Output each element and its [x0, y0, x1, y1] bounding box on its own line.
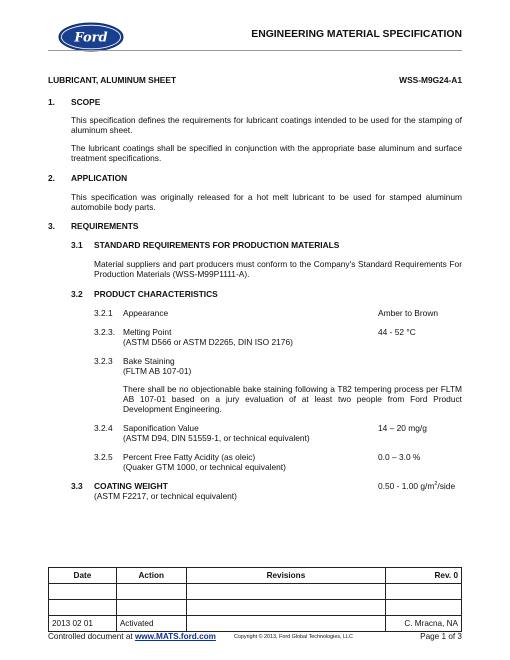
revisions-cell	[186, 600, 385, 616]
property-value: 44 - 52 °C	[378, 327, 416, 337]
mats-link[interactable]: www.MATS.ford.com	[134, 632, 216, 641]
property-name: Saponification Value	[123, 423, 199, 433]
test-method: (ASTM F2217, or technical equivalent)	[94, 491, 237, 501]
header-divider	[48, 50, 462, 51]
controlled-document-note: Controlled document at www.MATS.ford.com	[48, 632, 216, 641]
section-3-1-title: STANDARD REQUIREMENTS FOR PRODUCTION MATERIALS	[94, 240, 340, 250]
coating-weight-value: 0.50 - 1.00 $g/m^2$/side	[378, 481, 456, 491]
test-method: (ASTM D94, DIN 51559-1, or technical equivalent)	[123, 433, 310, 443]
svg-text:Ford: Ford	[74, 30, 108, 46]
revisions-cell	[186, 584, 385, 600]
section-3-2-number: 3.2	[71, 289, 83, 299]
date-column-header: Date	[49, 568, 117, 584]
property-value: 14 – 20 mg/g	[378, 423, 427, 433]
specification-number: WSS-M9G24-A1	[399, 75, 462, 85]
page-number: Page 1 of 3	[420, 632, 462, 641]
section-2-number: 2.	[48, 173, 55, 183]
revision-header-row	[49, 568, 462, 584]
rev-column-header: Rev. 0	[386, 568, 462, 584]
document-type-title: ENGINEERING MATERIAL SPECIFICATION	[251, 29, 462, 40]
test-method: (Quaker GTM 1000, or technical equivalent)	[123, 462, 286, 472]
date-cell	[49, 600, 117, 616]
property-name: Percent Free Fatty Acidity (as oleic)	[123, 452, 256, 462]
property-name: Bake Staining	[123, 356, 175, 366]
table-row	[49, 600, 462, 616]
test-method: (ASTM D566 or ASTM D2265, DIN ISO 2176)	[123, 337, 293, 347]
property-name: Melting Point	[123, 327, 172, 337]
section-3-3-number: 3.3	[71, 481, 83, 491]
action-column-header: Action	[116, 568, 186, 584]
property-value: 0.0 – 3.0 %	[378, 452, 421, 462]
test-method: (FLTM AB 107-01)	[123, 366, 192, 376]
item-number: 3.2.1	[94, 308, 113, 318]
item-number: 3.2.3.	[94, 327, 115, 337]
action-cell	[116, 584, 186, 600]
item-number: 3.2.4	[94, 423, 113, 433]
scope-paragraph-1: This specification defines the requirements for lubricant coatings intended to be used for the stamping of aluminum sheet.	[71, 115, 462, 135]
revisions-column-header: Revisions	[186, 568, 385, 584]
standard-requirements-paragraph: Material suppliers and part producers must conform to the Company's Standard Requirements For Production Materials (WSS-M99P1111-A).	[94, 259, 462, 279]
revisions-cell	[186, 616, 385, 632]
material-subject: LUBRICANT, ALUMINUM SHEET	[48, 75, 177, 85]
date-cell	[49, 584, 117, 600]
date-cell: 2013 02 01	[49, 616, 117, 632]
rev-cell: C. Mracna, NA	[386, 616, 462, 632]
section-3-3-title: COATING WEIGHT	[94, 481, 168, 491]
section-3-title: REQUIREMENTS	[71, 221, 139, 231]
section-3-1-number: 3.1	[71, 240, 83, 250]
item-number: 3.2.3	[94, 356, 113, 366]
bake-staining-note: There shall be no objectionable bake staining following a T82 tempering process per FLTM AB 107-01 based on a jury evaluation of at least two people from Ford Product Development Engineering.	[123, 384, 462, 414]
table-row	[49, 584, 462, 600]
rev-cell	[386, 584, 462, 600]
property-name: Appearance	[123, 308, 169, 318]
copyright-notice: Copyright © 2013, Ford Global Technologies, LLC	[234, 634, 353, 640]
application-paragraph: This specification was originally released for a hot melt lubricant to be used for stamped aluminum automobile body parts.	[71, 192, 462, 212]
revision-table	[48, 567, 462, 632]
table-row	[49, 616, 462, 632]
rev-cell	[386, 600, 462, 616]
ford-logo	[58, 22, 124, 52]
section-3-2-title: PRODUCT CHARACTERISTICS	[94, 289, 218, 299]
section-1-title: SCOPE	[71, 97, 101, 107]
scope-paragraph-2: The lubricant coatings shall be specified in conjunction with the appropriate base aluminum and surface treatment specifications.	[71, 143, 462, 163]
section-3-number: 3.	[48, 221, 55, 231]
action-cell	[116, 600, 186, 616]
section-1-number: 1.	[48, 97, 55, 107]
section-2-title: APPLICATION	[71, 173, 128, 183]
item-number: 3.2.5	[94, 452, 113, 462]
property-value: Amber to Brown	[378, 308, 439, 318]
action-cell: Activated	[116, 616, 186, 632]
